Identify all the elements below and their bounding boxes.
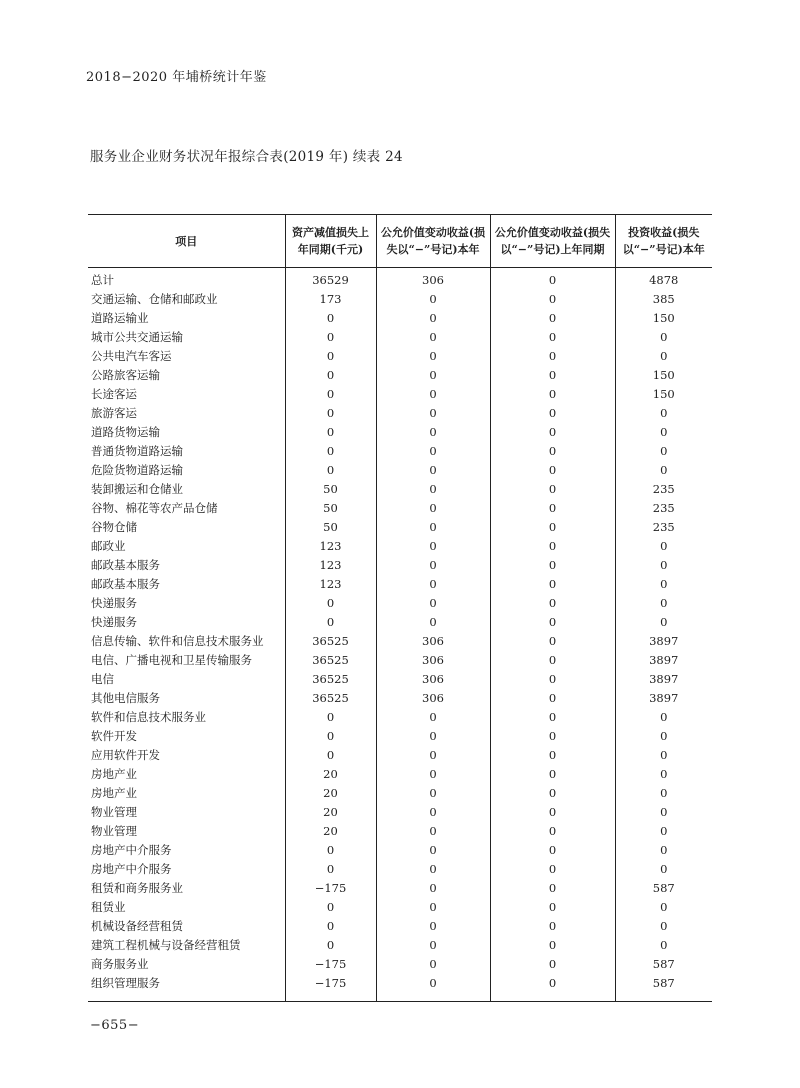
fair-value-current-cell: 306 <box>376 689 490 708</box>
table-row <box>88 765 712 784</box>
fair-value-current-cell: 0 <box>376 461 490 480</box>
fair-value-current-cell: 0 <box>376 290 490 309</box>
column-header-investment-income: 投资收益(损失以“−”号记)本年 <box>615 215 712 268</box>
fair-value-current-cell: 0 <box>376 765 490 784</box>
table-row <box>88 898 712 917</box>
row-label: 道路运输业 <box>91 311 149 325</box>
investment-income-cell: 0 <box>615 860 712 879</box>
investment-income-cell: 150 <box>615 366 712 385</box>
fair-value-current-cell: 0 <box>376 974 490 1002</box>
row-label: 电信 <box>91 672 114 686</box>
row-label: 物业管理 <box>91 824 137 838</box>
fair-value-current-cell: 0 <box>376 803 490 822</box>
row-label: 商务服务业 <box>91 957 149 971</box>
fair-value-prev-cell: 0 <box>490 290 615 309</box>
fair-value-prev-cell: 0 <box>490 537 615 556</box>
impairment-prev-cell: 0 <box>285 841 376 860</box>
financial-table <box>88 214 712 1002</box>
fair-value-current-cell: 0 <box>376 879 490 898</box>
fair-value-current-cell: 0 <box>376 480 490 499</box>
fair-value-prev-cell: 0 <box>490 442 615 461</box>
page-number: −655− <box>90 1018 140 1033</box>
fair-value-prev-cell: 0 <box>490 746 615 765</box>
investment-income-cell: 0 <box>615 423 712 442</box>
investment-income-cell: 385 <box>615 290 712 309</box>
fair-value-current-cell: 0 <box>376 366 490 385</box>
fair-value-current-cell: 0 <box>376 822 490 841</box>
fair-value-prev-cell: 0 <box>490 556 615 575</box>
fair-value-current-cell: 0 <box>376 499 490 518</box>
investment-income-cell: 0 <box>615 442 712 461</box>
impairment-prev-cell: 20 <box>285 765 376 784</box>
table-row <box>88 746 712 765</box>
fair-value-prev-cell: 0 <box>490 670 615 689</box>
fair-value-current-cell: 0 <box>376 385 490 404</box>
investment-income-cell: 3897 <box>615 670 712 689</box>
investment-income-cell: 0 <box>615 328 712 347</box>
table-row <box>88 632 712 651</box>
fair-value-prev-cell: 0 <box>490 955 615 974</box>
fair-value-current-cell: 0 <box>376 955 490 974</box>
impairment-prev-cell: 50 <box>285 499 376 518</box>
impairment-prev-cell: 0 <box>285 309 376 328</box>
fair-value-prev-cell: 0 <box>490 651 615 670</box>
investment-income-cell: 4878 <box>615 268 712 291</box>
investment-income-cell: 235 <box>615 480 712 499</box>
fair-value-prev-cell: 0 <box>490 974 615 1002</box>
table-row <box>88 537 712 556</box>
fair-value-prev-cell: 0 <box>490 917 615 936</box>
fair-value-prev-cell: 0 <box>490 784 615 803</box>
table-row <box>88 556 712 575</box>
investment-income-cell: 0 <box>615 461 712 480</box>
impairment-prev-cell: −175 <box>285 974 376 1002</box>
impairment-prev-cell: 36529 <box>285 268 376 291</box>
fair-value-current-cell: 0 <box>376 860 490 879</box>
fair-value-prev-cell: 0 <box>490 803 615 822</box>
row-label: 交通运输、仓储和邮政业 <box>91 292 218 306</box>
fair-value-current-cell: 0 <box>376 746 490 765</box>
fair-value-prev-cell: 0 <box>490 632 615 651</box>
impairment-prev-cell: −175 <box>285 879 376 898</box>
fair-value-current-cell: 0 <box>376 328 490 347</box>
row-label: 装卸搬运和仓储业 <box>91 482 183 496</box>
row-label: 信息传输、软件和信息技术服务业 <box>91 634 264 648</box>
row-label: 房地产中介服务 <box>91 862 172 876</box>
fair-value-current-cell: 0 <box>376 537 490 556</box>
investment-income-cell: 587 <box>615 974 712 1002</box>
fair-value-current-cell: 0 <box>376 309 490 328</box>
table-row <box>88 480 712 499</box>
fair-value-prev-cell: 0 <box>490 461 615 480</box>
row-label: 邮政基本服务 <box>91 577 160 591</box>
impairment-prev-cell: 0 <box>285 404 376 423</box>
impairment-prev-cell: 50 <box>285 518 376 537</box>
row-label: 应用软件开发 <box>91 748 160 762</box>
table-row <box>88 974 712 1002</box>
investment-income-cell: 0 <box>615 727 712 746</box>
table-row <box>88 385 712 404</box>
fair-value-current-cell: 0 <box>376 917 490 936</box>
table-row <box>88 404 712 423</box>
row-label: 组织管理服务 <box>88 974 285 1002</box>
fair-value-current-cell: 0 <box>376 784 490 803</box>
fair-value-prev-cell: 0 <box>490 708 615 727</box>
investment-income-cell: 0 <box>615 765 712 784</box>
fair-value-current-cell: 0 <box>376 556 490 575</box>
investment-income-cell: 0 <box>615 841 712 860</box>
fair-value-current-cell: 306 <box>376 670 490 689</box>
investment-income-cell: 0 <box>615 613 712 632</box>
fair-value-prev-cell: 0 <box>490 898 615 917</box>
table-row <box>88 689 712 708</box>
fair-value-prev-cell: 0 <box>490 404 615 423</box>
fair-value-prev-cell: 0 <box>490 518 615 537</box>
investment-income-cell: 0 <box>615 746 712 765</box>
row-label: 房地产中介服务 <box>91 843 172 857</box>
row-label: 长途客运 <box>91 387 137 401</box>
investment-income-cell: 0 <box>615 537 712 556</box>
impairment-prev-cell: 36525 <box>285 689 376 708</box>
fair-value-prev-cell: 0 <box>490 613 615 632</box>
fair-value-prev-cell: 0 <box>490 841 615 860</box>
investment-income-cell: 0 <box>615 917 712 936</box>
impairment-prev-cell: 0 <box>285 708 376 727</box>
investment-income-cell: 3897 <box>615 651 712 670</box>
fair-value-prev-cell: 0 <box>490 727 615 746</box>
table-row <box>88 860 712 879</box>
fair-value-current-cell: 0 <box>376 404 490 423</box>
impairment-prev-cell: 36525 <box>285 651 376 670</box>
impairment-prev-cell: 0 <box>285 461 376 480</box>
impairment-prev-cell: 36525 <box>285 632 376 651</box>
fair-value-current-cell: 0 <box>376 442 490 461</box>
column-header-item: 项目 <box>88 215 285 268</box>
fair-value-prev-cell: 0 <box>490 366 615 385</box>
fair-value-current-cell: 0 <box>376 423 490 442</box>
row-label: 快递服务 <box>91 596 137 610</box>
fair-value-current-cell: 0 <box>376 936 490 955</box>
fair-value-prev-cell: 0 <box>490 268 615 291</box>
row-label: 旅游客运 <box>91 406 137 420</box>
impairment-prev-cell: 0 <box>285 917 376 936</box>
impairment-prev-cell: 36525 <box>285 670 376 689</box>
table-row <box>88 708 712 727</box>
table-row <box>88 822 712 841</box>
investment-income-cell: 0 <box>615 784 712 803</box>
row-label: 危险货物道路运输 <box>91 463 183 477</box>
fair-value-current-cell: 0 <box>376 708 490 727</box>
fair-value-current-cell: 0 <box>376 613 490 632</box>
row-label: 其他电信服务 <box>91 691 160 705</box>
fair-value-current-cell: 306 <box>376 268 490 291</box>
investment-income-cell: 0 <box>615 575 712 594</box>
impairment-prev-cell: 123 <box>285 575 376 594</box>
fair-value-current-cell: 0 <box>376 575 490 594</box>
table-row <box>88 936 712 955</box>
fair-value-current-cell: 0 <box>376 727 490 746</box>
impairment-prev-cell: 0 <box>285 366 376 385</box>
row-label: 普通货物道路运输 <box>91 444 183 458</box>
table-row <box>88 347 712 366</box>
impairment-prev-cell: 0 <box>285 385 376 404</box>
table-row <box>88 423 712 442</box>
impairment-prev-cell: 20 <box>285 822 376 841</box>
fair-value-current-cell: 0 <box>376 841 490 860</box>
table-row <box>88 651 712 670</box>
investment-income-cell: 3897 <box>615 632 712 651</box>
impairment-prev-cell: 0 <box>285 328 376 347</box>
investment-income-cell: 0 <box>615 347 712 366</box>
impairment-prev-cell: 0 <box>285 746 376 765</box>
fair-value-current-cell: 306 <box>376 651 490 670</box>
column-header-impairment-prev: 资产减值损失上年同期(千元) <box>285 215 376 268</box>
table-row <box>88 499 712 518</box>
impairment-prev-cell: 20 <box>285 784 376 803</box>
running-header: 2018−2020 年埔桥统计年鉴 <box>86 70 267 85</box>
row-label: 道路货物运输 <box>91 425 160 439</box>
investment-income-cell: 587 <box>615 955 712 974</box>
table-row <box>88 879 712 898</box>
impairment-prev-cell: 173 <box>285 290 376 309</box>
row-label: 租赁和商务服务业 <box>91 881 183 895</box>
fair-value-prev-cell: 0 <box>490 347 615 366</box>
investment-income-cell: 3897 <box>615 689 712 708</box>
impairment-prev-cell: 0 <box>285 423 376 442</box>
fair-value-prev-cell: 0 <box>490 328 615 347</box>
fair-value-current-cell: 0 <box>376 347 490 366</box>
fair-value-current-cell: 0 <box>376 898 490 917</box>
row-label: 房地产业 <box>91 767 137 781</box>
table-row <box>88 268 712 291</box>
row-label: 谷物、棉花等农产品仓储 <box>91 501 218 515</box>
row-label: 城市公共交通运输 <box>91 330 183 344</box>
fair-value-prev-cell: 0 <box>490 499 615 518</box>
fair-value-prev-cell: 0 <box>490 480 615 499</box>
fair-value-prev-cell: 0 <box>490 594 615 613</box>
impairment-prev-cell: 0 <box>285 442 376 461</box>
table-row <box>88 309 712 328</box>
impairment-prev-cell: 0 <box>285 860 376 879</box>
table-row <box>88 442 712 461</box>
investment-income-cell: 0 <box>615 803 712 822</box>
row-label: 邮政业 <box>91 539 126 553</box>
row-label: 电信、广播电视和卫星传输服务 <box>91 653 252 667</box>
row-label: 租赁业 <box>91 900 126 914</box>
table-row <box>88 594 712 613</box>
table-row <box>88 328 712 347</box>
table-row <box>88 803 712 822</box>
fair-value-prev-cell: 0 <box>490 860 615 879</box>
row-label: 公路旅客运输 <box>91 368 160 382</box>
row-label: 公共电汽车客运 <box>91 349 172 363</box>
fair-value-prev-cell: 0 <box>490 689 615 708</box>
table-row <box>88 461 712 480</box>
fair-value-prev-cell: 0 <box>490 936 615 955</box>
row-label: 邮政基本服务 <box>91 558 160 572</box>
row-label: 机械设备经营租赁 <box>91 919 183 933</box>
fair-value-prev-cell: 0 <box>490 423 615 442</box>
impairment-prev-cell: 50 <box>285 480 376 499</box>
row-label: 软件和信息技术服务业 <box>91 710 206 724</box>
row-label: 建筑工程机械与设备经营租赁 <box>91 938 241 952</box>
table-title: 服务业企业财务状况年报综合表(2019 年) 续表 24 <box>90 149 403 165</box>
financial-table-container <box>88 214 712 1002</box>
table-body <box>88 268 712 1002</box>
fair-value-current-cell: 306 <box>376 632 490 651</box>
table-header-row <box>88 215 712 268</box>
row-label: 谷物仓储 <box>91 520 137 534</box>
row-label: 软件开发 <box>91 729 137 743</box>
row-label: 房地产业 <box>91 786 137 800</box>
row-label: 快递服务 <box>91 615 137 629</box>
table-row <box>88 290 712 309</box>
column-header-fair-value-prev: 公允价值变动收益(损失以“−”号记)上年同期 <box>490 215 615 268</box>
investment-income-cell: 0 <box>615 936 712 955</box>
investment-income-cell: 0 <box>615 898 712 917</box>
impairment-prev-cell: 0 <box>285 613 376 632</box>
row-label: 物业管理 <box>91 805 137 819</box>
investment-income-cell: 150 <box>615 309 712 328</box>
impairment-prev-cell: 0 <box>285 347 376 366</box>
investment-income-cell: 587 <box>615 879 712 898</box>
impairment-prev-cell: 0 <box>285 594 376 613</box>
investment-income-cell: 235 <box>615 499 712 518</box>
fair-value-prev-cell: 0 <box>490 309 615 328</box>
table-row <box>88 727 712 746</box>
fair-value-prev-cell: 0 <box>490 765 615 784</box>
impairment-prev-cell: 123 <box>285 537 376 556</box>
impairment-prev-cell: −175 <box>285 955 376 974</box>
fair-value-current-cell: 0 <box>376 518 490 537</box>
investment-income-cell: 0 <box>615 556 712 575</box>
investment-income-cell: 0 <box>615 822 712 841</box>
table-row <box>88 784 712 803</box>
fair-value-prev-cell: 0 <box>490 879 615 898</box>
table-row <box>88 955 712 974</box>
impairment-prev-cell: 20 <box>285 803 376 822</box>
table-row <box>88 575 712 594</box>
impairment-prev-cell: 0 <box>285 727 376 746</box>
investment-income-cell: 150 <box>615 385 712 404</box>
investment-income-cell: 0 <box>615 594 712 613</box>
investment-income-cell: 0 <box>615 404 712 423</box>
fair-value-prev-cell: 0 <box>490 822 615 841</box>
investment-income-cell: 0 <box>615 708 712 727</box>
column-header-fair-value-current: 公允价值变动收益(损失以“−”号记)本年 <box>376 215 490 268</box>
table-row <box>88 841 712 860</box>
impairment-prev-cell: 0 <box>285 936 376 955</box>
table-row <box>88 917 712 936</box>
fair-value-current-cell: 0 <box>376 594 490 613</box>
table-row <box>88 613 712 632</box>
table-row <box>88 518 712 537</box>
impairment-prev-cell: 0 <box>285 898 376 917</box>
investment-income-cell: 235 <box>615 518 712 537</box>
table-row <box>88 366 712 385</box>
table-row <box>88 670 712 689</box>
fair-value-prev-cell: 0 <box>490 575 615 594</box>
row-label: 总计 <box>91 273 114 287</box>
fair-value-prev-cell: 0 <box>490 385 615 404</box>
impairment-prev-cell: 123 <box>285 556 376 575</box>
